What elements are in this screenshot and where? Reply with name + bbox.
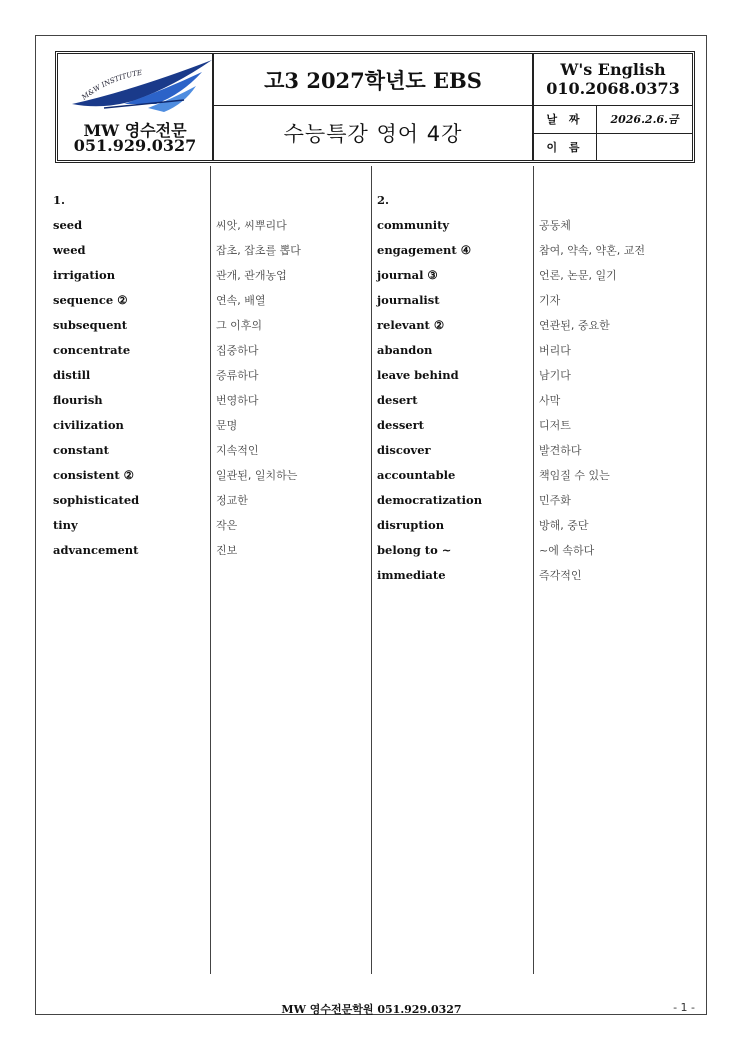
vocab-meaning: 민주화 [539,494,571,507]
vocab-word: sophisticated [53,493,140,507]
vocab-meaning: 진보 [216,544,238,557]
worksheet-header [55,51,695,163]
name-field[interactable] [597,134,692,161]
academy-name: MW 영수전문 [83,121,187,140]
vocab-meaning: 증류하다 [216,369,259,382]
academy-logo-icon [64,60,212,118]
brand-block [534,54,692,106]
vocab-meaning: 씨앗, 씨뿌리다 [216,219,287,232]
vocab-word: leave behind [377,368,459,382]
vocab-meaning: 지속적인 [216,444,259,457]
vocab-meaning: 남기다 [539,369,571,382]
vocab-meaning: 잡초, 잡초를 뽑다 [216,244,301,257]
vocab-meaning: 관개, 관개농업 [216,269,287,282]
vocab-word: accountable [377,468,456,482]
vocab-meaning: ~에 속하다 [539,544,595,557]
page-number: - 1 - [673,1001,695,1014]
vocab-word: journal ③ [377,268,438,282]
vocab-meaning: 연관된, 중요한 [539,319,610,332]
date-value: 2026.2.6.금 [610,113,679,127]
vocab-meaning: 공동체 [539,219,571,232]
section1-number: 1. [53,193,66,207]
date-row [534,106,692,134]
vocab-meaning: 즉각적인 [539,569,582,582]
vocab-word: irrigation [53,268,116,282]
section2-korean-column [539,188,645,588]
title-block [214,54,534,160]
section2-number: 2. [377,193,390,207]
worksheet-subtitle: 수능특강 영어 4강 [283,122,463,146]
vocab-meaning: 언론, 논문, 일기 [539,269,617,282]
column-divider [210,166,211,974]
vocab-word: distill [53,368,91,382]
brand-phone: 010.2068.0373 [546,79,680,98]
section2-english-column [377,188,482,588]
vocab-word: advancement [53,543,139,557]
vocab-word: sequence ② [53,293,128,307]
vocab-word: weed [53,243,86,257]
vocab-meaning: 방해, 중단 [539,519,589,532]
vocab-meaning: 연속, 배열 [216,294,266,307]
name-row [534,134,692,161]
vocab-word: seed [53,218,83,232]
footer-text: MW 영수전문학원 051.929.0327 [281,1003,462,1016]
vocab-word: desert [377,393,418,407]
academy-logo-block [58,54,214,160]
vocab-meaning: 디저트 [539,419,571,432]
vocab-word: relevant ② [377,318,445,332]
vocab-meaning: 일관된, 일치하는 [216,469,298,482]
section1-korean-column [216,188,301,563]
vocab-meaning: 문명 [216,419,238,432]
vocab-word: democratization [377,493,483,507]
vocab-meaning: 책임질 수 있는 [539,469,610,482]
vocab-word: immediate [377,568,446,582]
info-block [534,54,692,160]
academy-phone: 051.929.0327 [73,136,197,155]
vocab-word: disruption [377,518,445,532]
vocab-word: constant [53,443,109,457]
vocab-word: concentrate [53,343,131,357]
vocab-meaning: 작은 [216,519,238,532]
date-label: 날 짜 [534,106,597,133]
vocab-meaning: 그 이후의 [216,319,263,332]
vocab-word: journalist [377,293,440,307]
vocab-meaning: 집중하다 [216,344,259,357]
worksheet-title: 고3 2027학년도 EBS [214,54,532,106]
vocab-meaning: 기자 [539,294,561,307]
vocab-word: abandon [377,343,433,357]
vocab-meaning: 사막 [539,394,561,407]
brand-name: W's English [560,60,666,79]
vocab-meaning: 번영하다 [216,394,259,407]
svg-text:M&W INSTITUTE: M&W INSTITUTE [80,68,143,102]
vocab-word: belong to ~ [377,543,452,557]
name-label: 이 름 [534,134,597,161]
vocab-word: tiny [53,518,78,532]
vocab-meaning: 참여, 약속, 약혼, 교전 [539,244,645,257]
vocab-meaning: 발견하다 [539,444,582,457]
vocab-word: dessert [377,418,424,432]
column-divider [533,166,534,974]
vocab-word: consistent ② [53,468,134,482]
section1-english-column [53,188,139,563]
vocab-word: discover [377,443,431,457]
vocab-word: flourish [53,393,103,407]
vocab-word: community [377,218,450,232]
vocab-word: subsequent [53,318,128,332]
vocab-word: engagement ④ [377,243,471,257]
vocab-meaning: 버리다 [539,344,571,357]
vocab-meaning: 정교한 [216,494,248,507]
vocab-word: civilization [53,418,124,432]
column-divider [371,166,372,974]
